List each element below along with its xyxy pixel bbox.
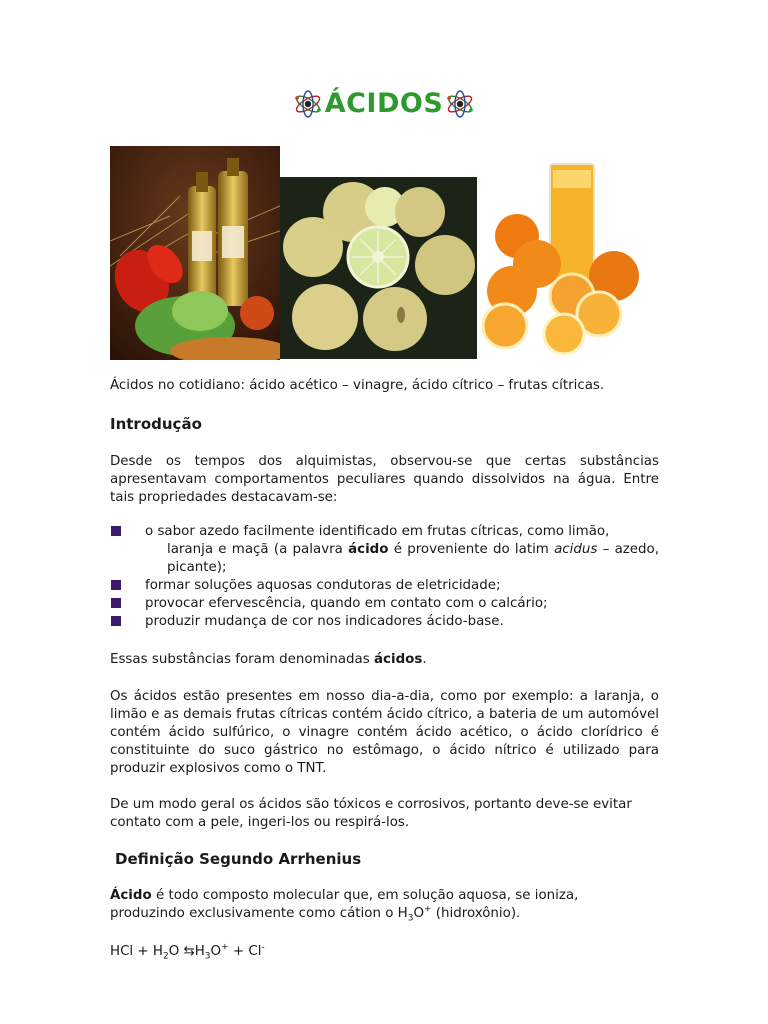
page-title: ÁCIDOS	[324, 88, 444, 119]
list-item	[110, 577, 659, 595]
bullet-2-text: formar soluções aquosas condutoras de eletricidade;	[145, 578, 501, 593]
list-item	[110, 595, 659, 613]
list-item	[110, 613, 659, 631]
vinegar-photo	[110, 146, 280, 360]
atom-icon	[445, 89, 475, 119]
bullet-4-text: produzir mudança de cor nos indicadores ácido-base.	[145, 614, 504, 629]
page-title-group	[293, 88, 476, 119]
toxic-paragraph: De um modo geral os ácidos são tóxicos e corrosivos, portanto deve-se evitar contato com a pele, ingeri-los ou respirá-los.	[110, 797, 632, 830]
bullet-square-icon	[111, 598, 121, 608]
intro-heading: Introdução	[110, 415, 202, 433]
bullet-square-icon	[111, 526, 121, 536]
properties-list	[110, 523, 659, 631]
equilibrium-arrow-icon: ⇆	[183, 944, 195, 959]
title-row	[0, 88, 768, 123]
bullet-3-text: provocar efervescência, quando em contato com o calcário;	[145, 596, 548, 611]
atom-icon	[293, 89, 323, 119]
named-paragraph: Essas substâncias foram denominadas ácidos.	[110, 652, 427, 667]
bullet-1-continuation: laranja e maçã (a palavra ácido é proveniente do latim acidus – azedo, picante);	[167, 542, 659, 575]
intro-paragraph: Desde os tempos dos alquimistas, observou-se que certas substâncias apresentavam comportamentos peculiares quando dissolvidos na água. Entre tais propriedades destacavam-se:	[110, 454, 659, 505]
photo-caption: Ácidos no cotidiano: ácido acético – vinagre, ácido cítrico – frutas cítricas.	[110, 378, 605, 393]
bullet-1-text: o sabor azedo facilmente identificado em frutas cítricas, como limão,	[145, 524, 610, 539]
bullet-square-icon	[111, 580, 121, 590]
photo-strip	[110, 146, 650, 360]
limes-photo	[280, 177, 477, 359]
daily-paragraph: Os ácidos estão presentes em nosso dia-a-dia, como por exemplo: a laranja, o limão e as demais frutas cítricas contém ácido cítrico, a bateria de um automóvel contém ácido sulfúrico, o vinagre contém ácido acético, o ácido clorídrico é constituinte do suco gástrico no estômago, o ácido nítrico é utilizado para produzir explosivos como o TNT.	[110, 689, 659, 776]
arrhenius-heading: Definição Segundo Arrhenius	[115, 850, 362, 868]
bullet-square-icon	[111, 616, 121, 626]
oranges-photo	[477, 156, 650, 360]
definition-paragraph: Ácido é todo composto molecular que, em solução aquosa, se ioniza, produzindo exclusivamente como cátion o $H_3O^+$ (hidroxônio).	[110, 888, 579, 924]
ionization-equation: HCl + $H_2O$ $⇆H_3O^+ + Cl^-$	[110, 942, 265, 962]
list-item	[110, 523, 659, 577]
